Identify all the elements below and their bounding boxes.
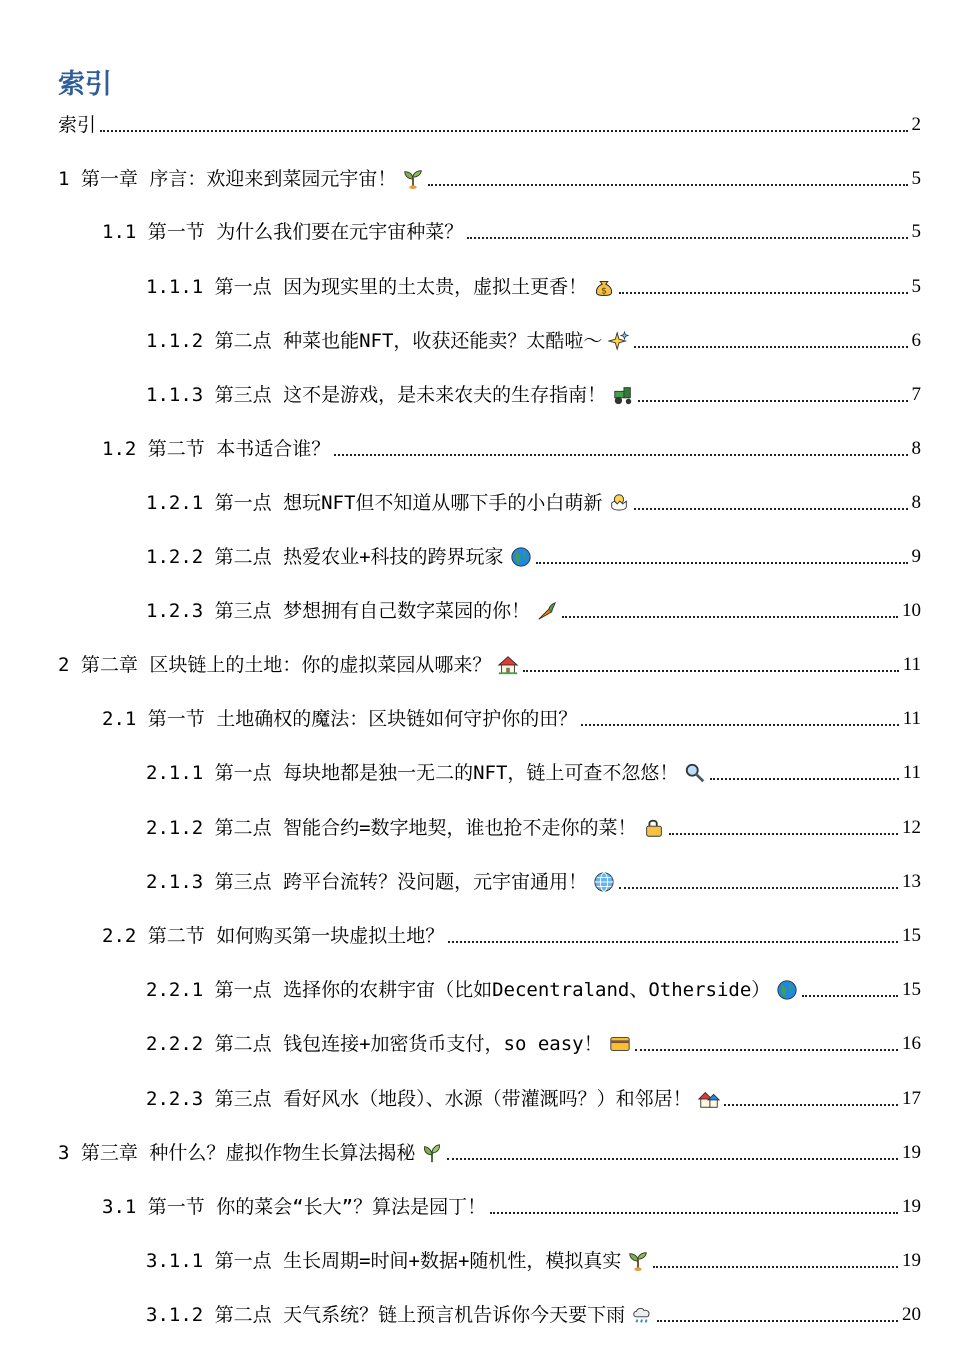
houses-icon: [698, 1088, 720, 1110]
herb-icon: [421, 1142, 443, 1164]
toc-entry-title: [146, 869, 615, 895]
dot-leader: [657, 1320, 898, 1322]
toc-entry-page-number: 15: [902, 979, 921, 1000]
toc-entry-page-number: 13: [902, 871, 921, 892]
toc-entry-title: [146, 1248, 649, 1274]
toc-entry-text: 1.1.1 第一点 因为现实里的土太贵，虚拟土更香！: [146, 276, 588, 298]
toc-entry-title: [146, 1031, 631, 1057]
toc-entry-page-number: 10: [902, 600, 921, 621]
toc-entry-text: 1.2.2 第二点 热爱农业+科技的跨界玩家: [146, 546, 504, 568]
toc-entry[interactable]: [102, 919, 921, 949]
toc-entry-text: 索引: [58, 114, 97, 136]
dot-leader: [100, 130, 907, 132]
toc-entry-page-number: 2: [911, 114, 921, 135]
toc-entry[interactable]: [146, 1027, 921, 1057]
toc-entry-text: 1.2 第二节 本书适合谁？: [102, 438, 331, 460]
toc-entry-page-number: 11: [902, 708, 921, 729]
toc-entry-title: [58, 1140, 443, 1166]
toc-entry[interactable]: [146, 270, 921, 300]
house-garden-icon: [497, 654, 519, 676]
page-title: 索引: [58, 69, 112, 100]
toc-entry-text: 2.2 第二节 如何购买第一块虚拟土地？: [102, 925, 445, 947]
dot-leader: [536, 562, 908, 564]
toc-entry-text: 2.1.1 第一点 每块地都是独一无二的NFT，链上可查不忽悠！: [146, 762, 679, 784]
toc-entry-title: [146, 760, 706, 786]
dot-leader: [428, 184, 907, 186]
toc-entry-text: 1.1.3 第三点 这不是游戏，是未来农夫的生存指南！: [146, 384, 607, 406]
toc-entry-title: [58, 112, 96, 138]
toc-entry-page-number: 8: [911, 438, 921, 459]
toc-entry-page-number: 16: [902, 1033, 921, 1054]
toc-entry-page-number: 12: [902, 817, 921, 838]
toc-entry-title: [102, 436, 330, 462]
toc-entry[interactable]: [146, 1244, 921, 1274]
carrot-icon: [536, 600, 558, 622]
toc-entry[interactable]: [102, 702, 921, 732]
toc-entry-page-number: 7: [911, 384, 921, 405]
dot-leader: [619, 292, 907, 294]
toc-entry-text: 2.1.2 第二点 智能合约=数字地契，谁也抢不走你的菜！: [146, 817, 637, 839]
globe-icon: [776, 979, 798, 1001]
tractor-icon: [612, 384, 634, 406]
toc-entry-title: [146, 1302, 653, 1328]
toc-entry-page-number: 15: [902, 925, 921, 946]
toc-entry-page-number: 6: [911, 330, 921, 351]
toc-entry[interactable]: [146, 594, 921, 624]
seedling-icon: [402, 168, 424, 190]
dot-leader: [581, 724, 899, 726]
toc-entry[interactable]: [58, 1136, 921, 1166]
magnifier-icon: [684, 762, 706, 784]
dot-leader: [724, 1104, 898, 1106]
dot-leader: [638, 400, 907, 402]
toc-entry-title: [102, 706, 577, 732]
toc-entry[interactable]: [146, 378, 921, 408]
toc-entry-title: [146, 382, 634, 408]
seedling-icon: [627, 1250, 649, 1272]
toc-entry-title: [146, 274, 615, 300]
dot-leader: [653, 1266, 898, 1268]
toc-entry-text: 3.1.2 第二点 天气系统？链上预言机告诉你今天要下雨: [146, 1304, 626, 1326]
toc-entry[interactable]: [146, 1298, 921, 1328]
toc-entry-title: [102, 1194, 486, 1220]
toc-entry-page-number: 5: [911, 276, 921, 297]
dot-leader: [448, 941, 898, 943]
toc-entry-text: 3.1.1 第一点 生长周期=时间+数据+随机性，模拟真实: [146, 1250, 622, 1272]
toc-entry[interactable]: [102, 215, 921, 245]
toc-entry-page-number: 19: [902, 1250, 921, 1271]
money-bag-icon: [593, 276, 615, 298]
toc-entry-text: 1.1 第一节 为什么我们要在元宇宙种菜？: [102, 221, 464, 243]
toc-entry-title: [146, 815, 665, 841]
toc-entry-text: 1.2.1 第一点 想玩NFT但不知道从哪下手的小白萌新: [146, 492, 603, 514]
sparkles-icon: [608, 330, 630, 352]
rain-cloud-icon: [631, 1304, 653, 1326]
globe-meridians-icon: [593, 871, 615, 893]
toc-entry-text: 2 第二章 区块链上的土地：你的虚拟菜园从哪来？: [58, 654, 492, 676]
dot-leader: [635, 1049, 898, 1051]
toc-entry-title: [102, 923, 444, 949]
toc-entry-page-number: 9: [911, 546, 921, 567]
dot-leader: [490, 1212, 898, 1214]
toc-entry-text: 2.1.3 第三点 跨平台流转？没问题，元宇宙通用！: [146, 871, 588, 893]
toc-entry[interactable]: [58, 162, 921, 192]
toc-entry[interactable]: [146, 486, 921, 516]
toc-entry-text: 1.1.2 第二点 种菜也能NFT，收获还能卖？太酷啦～: [146, 330, 603, 352]
toc-entry-title: [146, 544, 532, 570]
dot-leader: [634, 508, 907, 510]
toc-entry-page-number: 19: [902, 1196, 921, 1217]
toc-entry-text: 2.2.1 第一点 选择你的农耕宇宙（比如Decentraland、Otherside）: [146, 979, 771, 1001]
toc-entry-title: [146, 490, 630, 516]
dot-leader: [562, 616, 898, 618]
credit-card-icon: [609, 1033, 631, 1055]
toc-entry[interactable]: [58, 648, 921, 678]
toc-entry[interactable]: [146, 1082, 921, 1112]
toc-entry-title: [146, 1086, 720, 1112]
toc-entry-text: 2.1 第一节 土地确权的魔法：区块链如何守护你的田？: [102, 708, 578, 730]
dot-leader: [634, 346, 907, 348]
toc-entry-text: 3.1 第一节 你的菜会“长大”？算法是园丁！: [102, 1196, 487, 1218]
toc-entry-page-number: 20: [902, 1304, 921, 1325]
toc-entry-page-number: 11: [902, 762, 921, 783]
dot-leader: [467, 237, 907, 239]
toc-entry-text: 2.2.3 第三点 看好风水（地段）、水源（带灌溉吗？）和邻居！: [146, 1088, 692, 1110]
lock-icon: [643, 817, 665, 839]
toc-entry-title: [146, 328, 630, 354]
toc-entry[interactable]: [146, 540, 921, 570]
toc-entry-text: 3 第三章 种什么？虚拟作物生长算法揭秘: [58, 1142, 416, 1164]
dot-leader: [523, 670, 898, 672]
hatching-chick-icon: [608, 492, 630, 514]
toc-entry[interactable]: [58, 108, 921, 138]
dot-leader: [802, 995, 898, 997]
toc-entry-page-number: 5: [911, 168, 921, 189]
dot-leader: [619, 887, 898, 889]
toc-entry-title: [58, 166, 424, 192]
toc-entry-page-number: 19: [902, 1142, 921, 1163]
toc-entry[interactable]: [146, 811, 921, 841]
toc-entry-text: 2.2.2 第二点 钱包连接+加密货币支付，so easy！: [146, 1033, 603, 1055]
dot-leader: [710, 778, 898, 780]
toc-entry-title: [146, 977, 798, 1003]
toc-entry[interactable]: [102, 432, 921, 462]
toc-entry[interactable]: [146, 324, 921, 354]
toc-entry[interactable]: [146, 973, 921, 1003]
toc-entry-page-number: 5: [911, 221, 921, 242]
toc-entry-title: [58, 652, 519, 678]
toc-entry-title: [146, 598, 558, 624]
toc-entry-text: 1 第一章 序言：欢迎来到菜园元宇宙！: [58, 168, 397, 190]
toc-entry-text: 1.2.3 第三点 梦想拥有自己数字菜园的你！: [146, 600, 531, 622]
dot-leader: [447, 1158, 898, 1160]
dot-leader: [669, 833, 898, 835]
toc-entry-page-number: 8: [911, 492, 921, 513]
toc-entry[interactable]: [102, 1190, 921, 1220]
globe-icon: [510, 546, 532, 568]
toc-entry-page-number: 11: [902, 654, 921, 675]
toc-entry-title: [102, 219, 463, 245]
dot-leader: [334, 454, 907, 456]
toc-entry-page-number: 17: [902, 1088, 921, 1109]
toc-entry[interactable]: [146, 865, 921, 895]
toc-entry[interactable]: [146, 756, 921, 786]
